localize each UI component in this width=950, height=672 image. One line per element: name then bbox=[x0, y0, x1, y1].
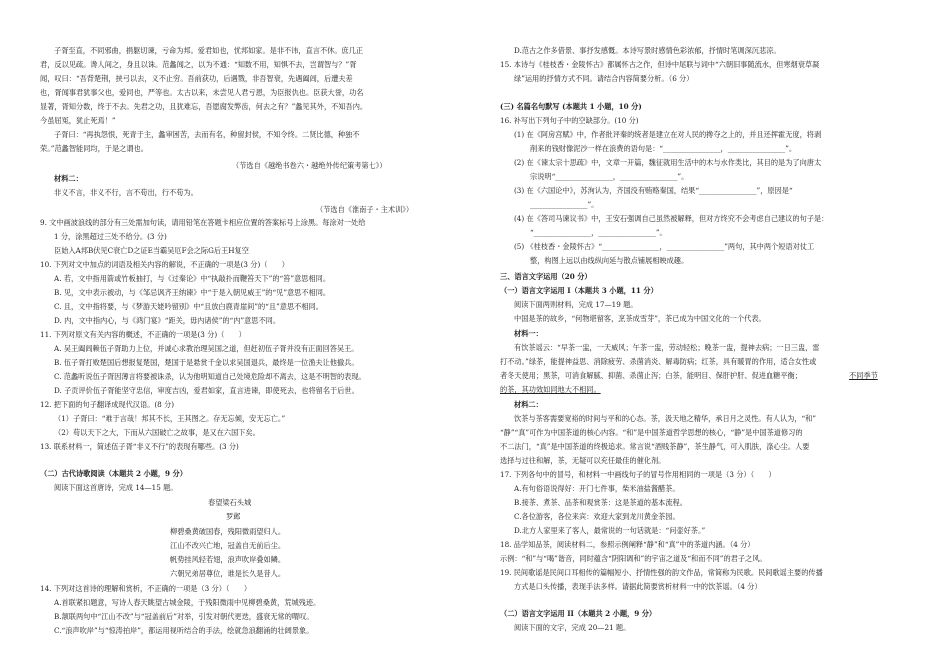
right-text-line: (三) 名篇名句默写 (本题共 1 小题，10 分) bbox=[500, 102, 642, 111]
left-text-line: D. 内，文中指内心，与《鸿门宴》“距关，毋内诸侯”的“内”意思不同。 bbox=[54, 316, 281, 325]
left-text-line: 12. 把下面的句子翻译成现代汉语。(8 分) bbox=[40, 400, 174, 409]
right-text-line: 19. 民间歌谣是民间口耳相传的篇幅短小、抒情性强的韵文作品，常简称为民歌。民间歌谣主要的传播 bbox=[500, 568, 823, 577]
left-text-line: 10. 下列对文中加点的词语及相关内容的解说，不正确的一项是(3 分)（ ） bbox=[40, 260, 289, 269]
left-text-line: A. 若，文中指用箭或竹板抽打，与《过秦论》中“执敲扑而鞭笞天下”的“笞”意思相同。 bbox=[54, 274, 331, 283]
right-text-line: (5) 《桂枝香・金陵怀古》“________________，________________”两句，其中两个短语对仗工 bbox=[514, 242, 815, 251]
left-text-line: 11. 下列对原文有关内容的概述，不正确的一项是(3 分)（ ） bbox=[40, 330, 246, 339]
left-text-line: （节选自《淮南子・主术训》） bbox=[316, 205, 414, 214]
right-text-line: D.北方人家里来了客人，最常说的一句话就是：“问壶好茶。” bbox=[514, 526, 706, 535]
left-text-line: （二）古代诗歌阅读（本题共 2 小题，9 分） bbox=[40, 469, 187, 478]
right-text-line: 材料二： bbox=[514, 400, 543, 409]
right-text-line: 16. 补写出下列句子中的空缺部分。(10 分) bbox=[500, 116, 639, 125]
left-text-line: 14. 下列对这首诗的理解和赏析，不正确的一项是（3 分）（ ） bbox=[40, 584, 252, 593]
right-text-line: 阅读下面两则材料，完成 17—19 题。 bbox=[514, 300, 638, 309]
left-text-line: 非义不言，非义不行，言不苟出，行不苟为。 bbox=[54, 188, 198, 197]
right-text-line: 方式是口头传播，表现手法多样。请据此简要赏析材料一中的饮茶谣。（4 分） bbox=[514, 582, 762, 591]
right-text-line: 有饮茶谣云：“早茶一盅，一天威风；午茶一盅，劳动轻松；晚茶一盅，提神去病；一日三盅，雷 bbox=[514, 343, 820, 352]
right-text-line: 的茶，其功效如同地大不相同。 bbox=[500, 385, 601, 394]
right-text-line: (3) 在《六国论中》，苏洵认为，齐国没有贿赂秦国，结果“________________”，原因是“ bbox=[514, 186, 793, 195]
right-text-line: 选择与过往和解，茶，无疑可以充任最佳的催化剂。 bbox=[500, 456, 666, 465]
left-text-line: 闻，叹曰：“吾背楚荆，挟弓以去，义不止穷。吾前获功，后遇戮，非吾智衰，先遇阖闾，后遭夫差 bbox=[40, 74, 353, 83]
right-text-line: （二）语言文字运用 II（本题共 2 小题，9 分） bbox=[500, 609, 657, 618]
right-text-line: (4) 在《答司马谏议书》中，王安石强调自己虽然被解释，但对方终究不会考虑自己建议的句子是： bbox=[514, 214, 829, 223]
left-text-line: 柳碧桑黄破国春，残阳微雨望归人。 bbox=[170, 527, 286, 536]
left-text-line: C. 范蠡听说伍子胥因薄言将要被诛杀，认为他明知道自己处境危险却不离去，这是不明智的表现。 bbox=[54, 372, 366, 381]
right-text-line: B.接茶、煮茶、品茶和观赏茶：这是茶道的基本流程。 bbox=[514, 498, 687, 507]
right-text-line: “________________，________________”。 bbox=[530, 228, 667, 237]
left-text-line: 臣始入A邦B伏见C衰亡D之证E当霸吴厄F会之际G后王H复空 bbox=[54, 246, 249, 255]
left-text-line: （1）子胥曰：“难于言哉！邦其不长，王其图之。存无忘倾，安无忘亡。” bbox=[54, 414, 286, 423]
left-text-line: 子胥曰：“再执怨恨，死青于主，蠡审困苦，去而有名，种留封侯，不知令终。二贤比德，种独不 bbox=[54, 130, 360, 139]
right-text-line: 15. 本诗与《桂枝香・金陵怀古》都属怀古之作，但诗中尾联与词中“六朝旧事随流水，但寒烟衰草凝 bbox=[500, 60, 820, 69]
right-text-line: (2) 在《谏太宗十思疏》中，文章一开篇，魏征就用生活中的木与水作类比，其目的是为了向唐太 bbox=[514, 158, 822, 167]
left-text-line: 君，反以见疏。谗人间之，身且以诛。范蠡闻之，以为不通：“知数不用，知惧不去，岂谓智与？”胥 bbox=[40, 60, 357, 69]
left-text-line: 六朝兄弟居尊位，谁是长久是昔人。 bbox=[170, 569, 286, 578]
right-text-line: 示例：“和”与“喝”谐音，同时蕴含“阴阳调和”的宇宙之道及“和而不同”的君子之风。 bbox=[500, 554, 767, 563]
right-text-line: 绿”运用的抒情方式不同。请结合内容简要分析。（6 分） bbox=[514, 74, 694, 83]
left-text-line: B. 见，文中表示被动，与《邹忌讽齐王纳谏》中“于是入朝见威王”的“见”意思不相同。 bbox=[54, 288, 331, 297]
left-text-line: A.首联紧扣题意，写诗人春天眺望古城金陵，于残阳微雨中见柳碧桑黄，荒城残迹。 bbox=[54, 598, 321, 607]
left-text-line: B.颔联两句中“江山不改”与“冠盖前后”对举，引发对朝代更迭，盛衰无常的喟叹。 bbox=[54, 612, 314, 621]
left-text-line: D. 子贡评价伍子胥能坚守忠信，审度吉凶，爱君如家，直言进谏，即使死去，也将留名于后世。 bbox=[54, 386, 359, 395]
left-text-line: B. 伍子胥打败楚国后想报复楚国，楚国于是悬赏千金以求吴国退兵，最终是一位渔夫让他撤兵。 bbox=[54, 358, 359, 367]
right-text-line: 打不动。”绿茶，能提神益思、消除疲劳、杀菌消炎、解毒防病；红茶，具有暖胃的作用，适合女性或 bbox=[500, 357, 817, 366]
left-text-line: 9. 文中画波浪线的部分有三处需加句读，请用铅笔在答题卡相应位置的答案标号上涂黑。每涂对一处给 bbox=[40, 218, 366, 227]
right-text-line: A.有句俗语说得好：开门七件事，柴米油盐酱醋茶。 bbox=[514, 484, 680, 493]
right-text-line: 饮茶与茶客需要宽裕的时间与平和的心态。茶，汲天地之精华，承日月之灵性。有人认为，“和” bbox=[514, 414, 817, 423]
right-text-line: D.范古之作多借景、事抒发感慨。本诗写景时感情色彩浓郁，抒情时笔调深沉悲凉。 bbox=[514, 46, 781, 55]
left-text-line: 帆势挂风轻若翅，浪声吹岸叠如鳞。 bbox=[170, 555, 286, 564]
left-text-line: 今虽屈冤，犹止死焉！” bbox=[40, 116, 116, 125]
right-text-line: (1) 在《阿房宫赋》中，作者批评秦的统者是建立在对人民的搀夺之上的，并且还挥霍无度，将剥 bbox=[514, 130, 822, 139]
left-text-line: 13. 联系材料一，简述伍子胥“非义不行”的表现有哪些。(3 分) bbox=[40, 442, 239, 451]
right-text-line: ________________”。 bbox=[530, 200, 599, 209]
left-text-line: 1 分，涂黑超过三处不给分。(3 分) bbox=[54, 232, 167, 241]
right-text-line: 不二法门，“真”是中国茶道的终极追求。常言说“酒贱茶静”，茶生静气，可入肌肤，涤心尘。人要 bbox=[500, 442, 810, 451]
left-text-line: 罗邺 bbox=[226, 512, 241, 521]
right-text-line: 三、语言文字运用（20 分） bbox=[500, 272, 592, 281]
left-text-line: 子胥至直，不同邪曲，捐躯切谏，亏命为邦。爱君如也，忧邦如家。是非不讳，直言不休。庶几正 bbox=[54, 46, 364, 55]
left-text-line: 江山不改兴亡地，冠盖自无前后尘。 bbox=[170, 541, 286, 550]
right-text-line: 材料一： bbox=[514, 329, 543, 338]
right-text-line: （一）语言文字运用 I（本题共 3 小题，11 分） bbox=[500, 286, 658, 295]
left-text-line: A. 吴王阖闾赖伍子胥助力上位，并诚心求教治理吴国之道，但赶初伍子胥并没有正面回答吴王。 bbox=[54, 344, 359, 353]
left-text-line: C.“浪声吹岸”与“惊涛拍岸”，都运用视听结合的手法，绘就急浪翻涌的壮阔景象。 bbox=[54, 626, 314, 635]
left-text-line: C. 且，文中指将要，与《梦游天姥吟留别》中“且放白鹿青崖间”的“且”意思不相同。 bbox=[54, 302, 323, 311]
left-text-line: （2）苟以天下之大，下而从六国破亡之故事，是又在六国下矣。 bbox=[54, 428, 260, 437]
right-text-line: 17. 下列各句中的冒号，和材料一中画线句子的冒号作用相同的一项是（3 分）（ ） bbox=[500, 470, 776, 479]
left-text-line: （节选自《越绝书卷六・越绝外传纪策考第七》） bbox=[232, 161, 387, 170]
right-text-line: “静”“真”可作为中国茶道的核心内容。“和”是中国茶道哲学思想的核心，“静”是中国茶道修习的 bbox=[500, 428, 803, 437]
right-text-line: 中国是茶的故乡，“何物堪留客，烹茶成雪芽”，茶已成为中国文化的一个代表。 bbox=[514, 314, 766, 323]
left-text-line: 也，胥闻事君犹事父也，爱同也，严等也。太古以来，未尝见人君亏恩，为臣报仇也。臣获大誉，功名 bbox=[40, 88, 364, 97]
left-text-line: 荣。”范蠡智能同均，于是之谓也。 bbox=[40, 144, 148, 153]
right-text-line: 整，构图上远以由线纵向延与散点铺展相映成趣。 bbox=[530, 256, 689, 265]
right-text-line: 宗说明“________________，________________”。 bbox=[530, 172, 689, 181]
right-text-line: 者冬天使用；黑茶，可消食解腻、抑菌、杀菌止泻；白茶，能明目、保肝护肝、促进血糖平衡； bbox=[500, 371, 802, 380]
right-text-line: 18. 品学知品茶，阅读材料二，参照示例阐释“静”和“真”中的茶道内涵。（4 分） bbox=[500, 540, 755, 549]
right-text-line: 不同季节 bbox=[849, 371, 878, 380]
right-text-line: 削来的钱财像泥沙一样在浪费的语句是：“________________，________________”。 bbox=[530, 144, 797, 153]
right-text-line: C.各位游客，各位来宾：欢迎大家到龙川黄金茶园。 bbox=[514, 512, 680, 521]
left-text-line: 春望梁石头城 bbox=[208, 498, 252, 507]
right-text-line: 阅读下面的文字，完成 20—21 题。 bbox=[514, 623, 631, 632]
left-text-line: 材料二： bbox=[54, 174, 83, 183]
left-text-line: 阅读下面这首唐诗，完成 14—15 题。 bbox=[54, 483, 178, 492]
left-text-line: 显著，胥知分数，终于不去。先君之功，且犹难忘，吾愿腐发弊齿，何去之有？”蠡见其外，不知吾内。 bbox=[40, 102, 368, 111]
